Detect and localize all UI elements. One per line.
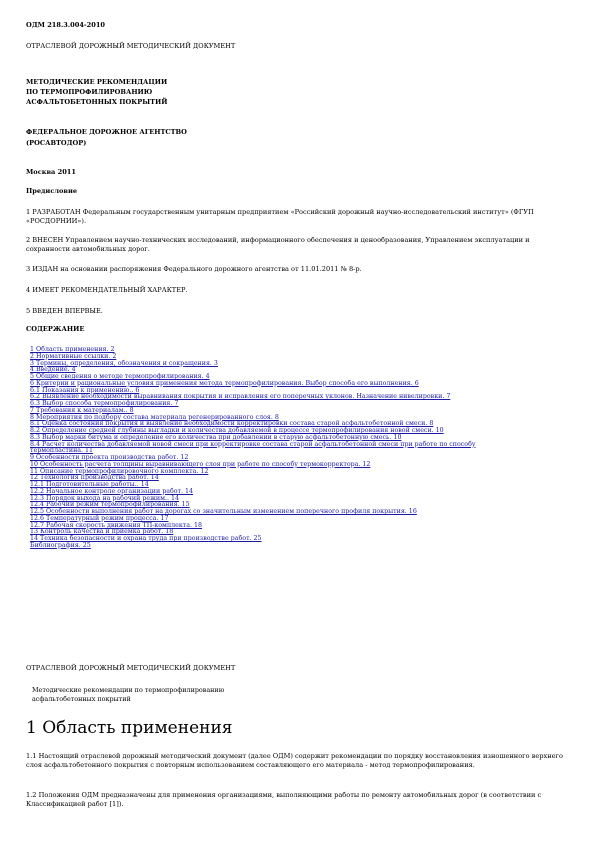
toc-link-8-3[interactable]: 8.3 Выбор марки битума и определение его количества при добавлении в старую асфальтобетонную смесь. 10: [30, 433, 402, 441]
toc-link-12-6[interactable]: 12.6 Температурный режим процесса. 17: [30, 514, 169, 522]
title-line-2: ПО ТЕРМОПРОФИЛИРОВАНИЮ: [26, 88, 153, 96]
toc-link-8-4[interactable]: 8.4 Расчет количества добавляемой новой смеси при корректировке состава старой асфальтобетонной смеси при работе по способу термопластина. 11: [30, 440, 476, 455]
preface-item-2: 2 ВНЕСЕН Управлением научно-технических исследований, информационного обеспечения и ценообразования, Управлением эксплуатации и сохранности автомобильных дорог.: [26, 236, 530, 253]
toc-link-11[interactable]: 11 Описание термопрофилировочного комплекта. 12: [30, 467, 209, 475]
toc-link-4[interactable]: 4 Введение. 4: [30, 366, 76, 374]
toc-link-8[interactable]: 8 Мероприятия по подбору состава материала регенерированного слоя. 8: [30, 413, 279, 421]
document-code: ОДМ 218.3.004-2010: [26, 21, 105, 29]
document-subtitle-block: [32, 686, 224, 704]
toc-link-6-1[interactable]: 6.1 Показания к применению.. 6: [30, 386, 140, 394]
table-of-contents: [30, 347, 510, 550]
toc-link-1[interactable]: 1 Область применения. 2: [30, 346, 115, 353]
toc-link-12-3[interactable]: 12.3 Порядок выхода на рабочий режим.. 14: [30, 494, 179, 502]
preface-item-3: 3 ИЗДАН на основании распоряжения Федерального дорожного агентства от 11.01.2011 № 8-р.: [26, 265, 362, 273]
toc-link-7[interactable]: 7 Требования к материалам.. 8: [30, 406, 134, 414]
contents-heading: СОДЕРЖАНИЕ: [26, 325, 85, 333]
toc-link-10[interactable]: 10 Особенность расчета толщины выравнивающего слоя при работе по способу термокорректора. 12: [30, 460, 371, 468]
toc-link-8-2[interactable]: 8.2 Определение средней глубины выгладки и количества добавляемой в процессе термопрофилирования новой смеси. 10: [30, 427, 444, 434]
agency-line-1: ФЕДЕРАЛЬНОЕ ДОРОЖНОЕ АГЕНТСТВО: [26, 128, 187, 136]
subtitle-line-1: Методические рекомендации по термопрофилированию: [32, 686, 225, 694]
toc-link-6-2[interactable]: 6.2 Выявление необходимости выравнивания покрытия и исправления его поперечных уклонов. Назначение нивелировки. 7: [30, 393, 451, 401]
preface-item-1: 1 РАЗРАБОТАН Федеральным государственным унитарным предприятием «Российский дорожный научно-исследовательский институт» (ФГУП «РОСДОРНИИ»).: [26, 208, 534, 225]
preface-item-5: 5 ВВЕДЕН ВПЕРВЫЕ.: [26, 307, 103, 315]
toc-link-12-1[interactable]: 12.1 Подготовительные работы.. 14: [30, 481, 149, 488]
toc-link-bibliography[interactable]: Библиография. 25: [30, 541, 91, 549]
toc-link-2[interactable]: 2 Нормативные ссылки. 2: [30, 352, 117, 360]
toc-link-13[interactable]: 13 Контроль качества и приемка работ. 18: [30, 528, 174, 536]
document-type-repeat: ОТРАСЛЕВОЙ ДОРОЖНЫЙ МЕТОДИЧЕСКИЙ ДОКУМЕНТ: [26, 664, 236, 672]
section-1-paragraph-1: 1.1 Настоящий отраслевой дорожный методический документ (далее ОДМ) содержит рекомендации по порядку восстановления изношенного верхнего слоя асфальтобетонного покрытия с повторным использованием составляющего его материала - метод термопрофилирования.: [26, 752, 563, 769]
toc-link-12[interactable]: 12 Технология производства работ. 14: [30, 474, 159, 482]
toc-link-14[interactable]: 14 Техника безопасности и охрана труда при производстве работ. 25: [30, 535, 262, 542]
toc-link-12-5[interactable]: 12.5 Особенности выполнения работ на дорогах со значительным изменением поперечного профиля покрытия. 16: [30, 508, 417, 515]
agency-line-2: (РОСАВТОДОР): [26, 139, 87, 147]
toc-link-6[interactable]: 6 Критерии и рациональные условия применения метода термопрофилирования. Выбор способа его выполнения. 6: [30, 379, 419, 387]
section-1-heading: 1 Область применения: [26, 718, 233, 738]
toc-link-12-4[interactable]: 12.4 Рабочий режим термопрофилирования. 15: [30, 501, 190, 509]
subtitle-line-2: асфальтобетонных покрытий: [32, 695, 131, 703]
preface-item-4: 4 ИМЕЕТ РЕКОМЕНДАТЕЛЬНЫЙ ХАРАКТЕР.: [26, 286, 188, 294]
toc-link-6-3[interactable]: 6.3 Выбор способа термопрофилирования. 7: [30, 400, 179, 407]
toc-link-3[interactable]: 3 Термины, определения, обозначения и сокращения. 3: [30, 359, 218, 367]
toc-link-5[interactable]: 5 Общие сведения о методе термопрофилирования. 4: [30, 373, 210, 380]
document-type: ОТРАСЛЕВОЙ ДОРОЖНЫЙ МЕТОДИЧЕСКИЙ ДОКУМЕНТ: [26, 42, 236, 50]
toc-link-12-7[interactable]: 12.7 Рабочая скорость движения ТП-комплекта. 18: [30, 521, 203, 529]
toc-link-12-2[interactable]: 12.2 Начальное контроле организации работ. 14: [30, 487, 194, 495]
city-year: Москва 2011: [26, 168, 76, 176]
toc-link-8-1[interactable]: 8.1 Оценка состояния покрытия и выявление необходимости корректировки состава старой асфальтобетонной смеси. 8: [30, 420, 434, 428]
title-line-3: АСФАЛЬТОБЕТОННЫХ ПОКРЫТИЙ: [26, 98, 168, 106]
section-1-paragraph-2: 1.2 Положения ОДМ предназначены для применения организациями, выполняющими работы по ремонту автомобильных дорог (в соответствии с Классификацией работ [1]).: [26, 791, 542, 808]
toc-link-9[interactable]: 9 Особенности проекта производства работ. 12: [30, 454, 189, 461]
title-line-1: МЕТОДИЧЕСКИЕ РЕКОМЕНДАЦИИ: [26, 78, 168, 86]
preface-heading: Предисловие: [26, 187, 78, 195]
